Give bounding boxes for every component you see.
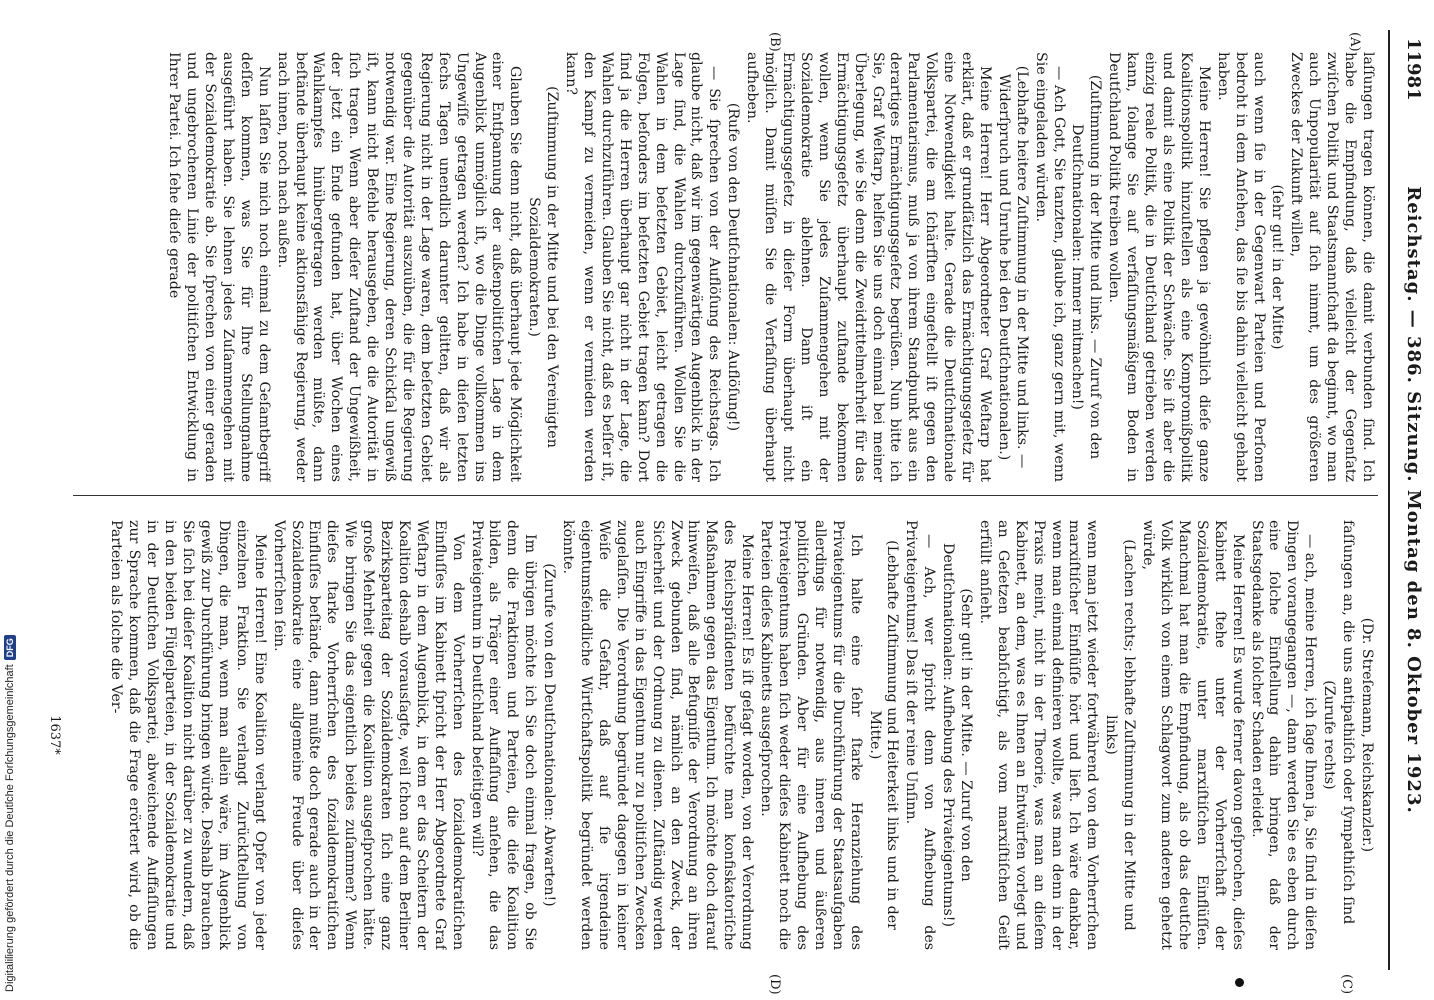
stage-direction: (Zuſtimmung in der Mitte und bei den Vereinigten Sozialdemokraten.) xyxy=(526,86,561,448)
stage-direction: (Lebhafte Zuſtimmung und Heiterkeit links und in der Mitte.) xyxy=(866,540,901,930)
text-column-right xyxy=(71,520,1376,950)
stage-direction: (Rufe von den Deutſchnationalen: Auflöſung!) xyxy=(725,102,742,432)
digitization-credit xyxy=(4,635,16,992)
paragraph: Meine Herren! Herr Abgeordneter Graf Weſtarp hat erklärt, daß er grundſätzlich das Ermächtigungsgeſetz für eine Notwendigkeit halte. Gerade die Deutſchnationale Volkspartei, die am ſchärfſten eingeſtellt iſt gegen den Parlamentarismus, muß ja von ihrem Standpunkt aus ein derartiges Ermächtigungsgeſetz begrüßen. Nun bitte ich Sie, Graf Weſtarp, helfen Sie uns doch einmal bei meiner Überlegung, wie Sie denn die Zweidrittelmehrheit für das Ermächtigungsgeſetz überhaupt zuſtande bekommen wollen, wenn Sie jedes Zuſammengehen mit der Sozialdemokratie ablehnen. Dann iſt ein Ermächtigungsgeſetz in dieſer Form überhaupt nicht möglich. Damit müſſen Sie die Verfaſſung überhaupt aufheben. xyxy=(744,52,993,482)
paragraph: Nun laſſen Sie mich noch einmal zu dem Geſamtbegriff deſſen kommen, was Sie für Ihre Stellungnahme ausgeführt haben. Sie lehnen jedes Zuſammengehen mit der Sozialdemokratie ab. Sie ſprechen von einer geraden und ungebrochenen Linie der politiſchen Entwicklung in Ihrer Partei. Ich ſehe dieſe gerade xyxy=(166,52,272,482)
page-header xyxy=(1384,30,1424,970)
header-page-number: 11981 xyxy=(1403,38,1424,101)
stage-direction: (Zurufe rechts) xyxy=(1321,680,1338,790)
margin-bullet xyxy=(1235,978,1244,987)
credit-text: Digitaliſierung gefördert durch die Deutſche Forſchungsgemeinſchaft xyxy=(4,664,16,992)
paragraph: Meine Herren! Eine Koalition verlangt Opfer von jeder einzelnen Fraktion. Sie verlangt Zurückſtellung von Dingen, die man, wenn man allein wäre, im Augenblick gewiß zur Durchführung bringen würde. Deshalb brauchen Sie ſich bei dieſer Koalition nicht darüber zu wundern, daß in den beiden Flügelparteien, in der Sozialdemokratie und in der Deutſchen Volkspartei, abweichende Auffaſſungen zur Sprache kommen, daß die Frage erörtert wird, ob die Parteien als ſolche die Ver- xyxy=(108,520,268,950)
column-divider xyxy=(73,495,1378,496)
paragraph: Ich halte eine ſehr ſtarke Heranziehung des Privateigentums für die Durchführung der Staatsaufgaben allerdings für notwendig, aus inneren und äußeren politiſchen Gründen. Aber für eine Aufhebung des Privateigentums haben ſich weder dieſes Kabinett noch die Parteien dieſes Kabinetts ausgeſprochen. xyxy=(758,520,864,950)
paragraph: — Ach, wer ſpricht denn von Aufhebung des Privateigentums! Das iſt der reine Unſinn. xyxy=(903,520,938,950)
text-column-left xyxy=(71,52,1376,482)
dfg-logo: DFG xyxy=(4,635,16,660)
paragraph: Meine Herren! Sie pflegen ja gewöhnlich dieſe ganze Koalitionspolitik hinzuſtellen als eine Kompromißpolitik und damit als eine Politik der Schwäche. Sie iſt aber die einzig reale Politik, die in Deutſchland getrieben werden kann, ſolange Sie auf verfaſſungsmäßigem Boden in Deutſchland Politik treiben wollen. xyxy=(1106,52,1212,482)
stage-direction: (Zurufe von den Deutſchnationalen: Abwarten!) xyxy=(541,563,558,907)
paragraph: wenn man jetzt wieder fortwährend von dem Vorherrſchen marxiſtiſcher Einflüſſe hört und lieſt. Ich wäre dankbar, wenn man einmal definieren wollte, was man denn in der Praxis meint, nicht in der Theorie, was man an dieſem Kabinett, an dem, was es Ihnen an Entwürfen vorlegt und an Geſetzen beabſichtigt, als vom marxiſtiſchen Geiſt erfüllt anſieht. xyxy=(976,520,1101,950)
stage-direction: (Lachen rechts; lebhafte Zuſtimmung in der Mitte und links) xyxy=(1103,539,1138,931)
speaker-label: (Dr. Streſemann, Reichskanzler.) xyxy=(1359,617,1375,853)
header-rule xyxy=(1388,30,1390,970)
paragraph: — ach, meine Herren, ich ſage Ihnen ja, Sie ſind in dieſen Dingen vorangegangen —, dann werden Sie es eben durch eine ſolche Einſtellung dahin bringen, daß der Staatsgedanke als ſolcher Schaden erleidet. xyxy=(1248,520,1319,950)
paragraph: Glauben Sie denn nicht, daß überhaupt jede Möglichkeit einer Entſpannung der außenpolitiſchen Lage in dem Augenblick unmöglich iſt, wo die Dinge vollkommen ins Ungewiſſe getragen werden? Ich habe in dieſen letzten ſechs Tagen unendlich darunter gelitten, daß wir als Regierung nicht in der Lage waren, dem beſetzten Gebiet gegenüber die Autorität auszuüben, die für die Regierung notwendig war. Eine Regierung, deren Schickſal ungewiß iſt, kann nicht Befehle herausgeben, die die Autorität in ſich tragen. Wenn aber dieſer Zuſtand der Ungewißheit, der jetzt ein Ende gefunden hat, über Wochen eines Wahlkampfes hinübergetragen werden müßte, dann beſtände überhaupt keine aktionsfähige Regierung, weder nach innen, noch nach außen. xyxy=(274,52,524,482)
paragraph: Meine Herren! Es iſt geſagt worden, von der Verordnung des Reichspräſidenten befürchte man konfiskatoriſche Maßnahmen gegen das Eigentum. Ich möchte doch darauf hinweiſen, daß alle Befugniſſe der Verordnung an ihren Zweck gebunden ſind, nämlich an den Zweck, der Sicherheit und der Ordnung zu dienen. Zuſtändig werden auch Eingriffe in das Eigentum nur zu politiſchen Zwecken zugelaſſen. Die Verordnung begründet dagegen in keiner Weiſe die Gefahr, daß auf ſie irgendeine eigentumsfeindliche Wirtſchaftspolitik begründet werden könnte. xyxy=(560,520,756,950)
margin-marker-d: (D) xyxy=(767,974,782,995)
paragraph: laſſungen tragen können, die damit verbunden ſind. Ich habe die Empfindung, daß vielleicht der Gegenſatz zwiſchen Politik und Staatsmannſchaft da beginnt, wo man auch Unpopularität auf ſich nimmt, um des größeren Zweckes der Zukunft willen, xyxy=(1288,52,1376,482)
margin-marker-b: (B) xyxy=(767,32,782,52)
paragraph: Im übrigen möchte ich Sie doch einmal fragen, ob Sie denn die Fraktionen und Parteien, die dieſe Koalition bilden, als Träger einer Auffaſſung anſehen, die das Privateigentum in Deutſchland beſeitigen will? xyxy=(468,520,539,950)
stage-direction: (Lebhafte heitere Zuſtimmung in der Mitte und links. — Widerſpruch und Unruhe bei den Deutſchnationalen.) xyxy=(995,65,1030,469)
stage-direction: (ſehr gut! in der Mitte) xyxy=(1269,184,1286,350)
paragraph: Von dem Vorherrſchen des ſozialdemokratiſchen Einfluſſes im Kabinett ſpricht der Herr Abgeordnete Graf Weſtarp in dem Augenblick, in dem er das Scheitern der Koalition deshalb vorausſagte, weil ſchon auf dem Berliner Bezirksparteitag der Sozialdemokraten ſich eine ganz große Mehrheit gegen die Koalition ausgeſprochen hätte. Wie bringen Sie das eigentlich beides zuſammen? Wenn dieſes ſtarke Vorherrſchen des ſozialdemokratiſchen Einfluſſes beſtände, dann müßte doch gerade auch in der Sozialdemokratie eine allgemeine Freude über dieſes Vorherrſchen ſein. xyxy=(270,520,466,950)
paragraph: — Ach Gott, Sie tanzten, glaube ich, ganz gern mit, wenn Sie eingeladen würden. xyxy=(1032,52,1067,482)
header-title: Reichstag. — 386. Sitzung. Montag den 8. Oktober 1923. xyxy=(1403,186,1424,814)
paragraph: — Sie ſprechen von der Auflöſung des Reichstags. Ich glaube nicht, daß wir im gegenwärtigen Augenblick in der Lage ſind, die Wahlen durchzuführen. Wollen Sie die Wahlen in dem beſetzten Gebiet, leicht getragen die Folgen, beſonders im beſetzten Gebiet tragen kann? Dort ſind ja die Herren überhaupt gar nicht in der Lage, die Wahlen durchzuführen. Glauben Sie nicht, daß es beſſer iſt, den Kampf zu vermeiden, wenn er vermieden werden kann? xyxy=(563,52,723,482)
page-footer-number: 1637* xyxy=(47,715,62,755)
margin-marker-c: (C) xyxy=(1339,974,1354,995)
paragraph: faſſungen an, die uns antipathiſch oder ſympathiſch ſind xyxy=(1340,520,1357,925)
stage-direction: (Zuſtimmung in der Mitte und links. — Zuruf von den Deutſchnationalen: Immer mitmachen!) xyxy=(1069,74,1104,460)
paragraph: auch wenn ſie in der Gegenwart Parteien und Perſonen bedroht in dem Anſehen, das ſie bis dahin vielleicht gehabt haben. xyxy=(1214,52,1267,482)
margin-marker-a: (A) xyxy=(1347,32,1362,52)
stage-direction: (Sehr gut! in der Mitte. — Zuruf von den Deutſchnationalen: Aufhebung des Privateigentums!) xyxy=(940,542,975,928)
paragraph: Meine Herren! Es wurde ferner davon geſprochen, dieſes Kabinett ſtehe unter der Vorherrſchaft der Sozialdemokratie, unter marxiſtiſchen Einflüſſen. Manchmal hat man die Empfindung, als ob das deutſche Volk wirklich von einem Schlagwort zum anderen gehetzt würde, xyxy=(1140,520,1246,950)
